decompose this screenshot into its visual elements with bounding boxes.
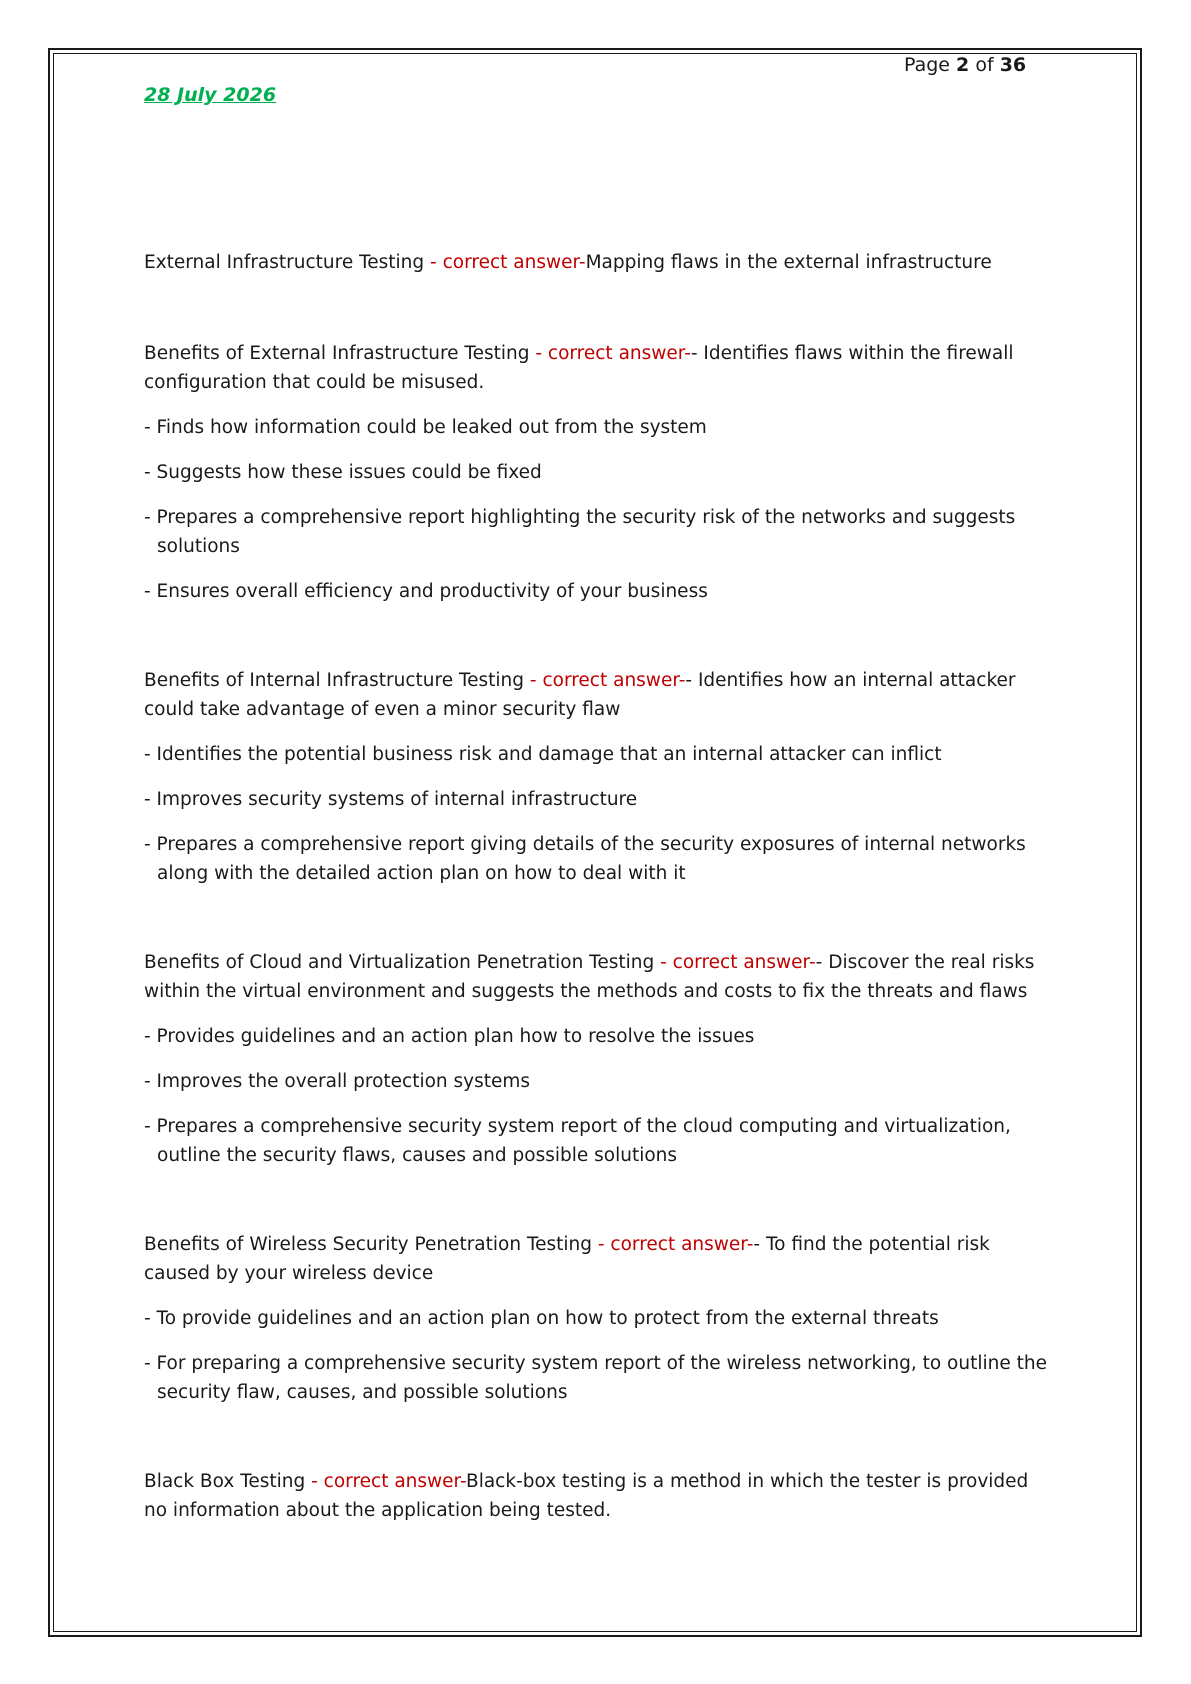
document-date: 28 July 2026 <box>144 84 277 106</box>
question-answer-line <box>144 248 1054 277</box>
question-answer-line <box>144 339 1054 397</box>
correct-answer-marker: - correct answer- <box>529 343 691 364</box>
answer-bullet: - For preparing a comprehensive security system report of the wireless networking, to outline the security flaw, causes, and possible solutions <box>144 1353 1047 1403</box>
page-total: 36 <box>999 54 1027 76</box>
answer: - Identifies how an internal attacker could take advantage of even a minor security flaw <box>144 670 1016 720</box>
answer: - To find the potential risk caused by your wireless device <box>144 1234 990 1284</box>
question-answer-line <box>144 1467 1054 1525</box>
answer: Mapping flaws in the external infrastructure <box>585 252 992 273</box>
correct-answer-marker: - correct answer- <box>424 252 586 273</box>
answer-bullet: - Prepares a comprehensive report highlighting the security risk of the networks and suggests solutions <box>144 507 1016 557</box>
term: Benefits of Internal Infrastructure Testing <box>144 670 525 691</box>
answer-bullet: - Improves security systems of internal infrastructure <box>144 789 638 810</box>
correct-answer-marker: - correct answer- <box>654 952 816 973</box>
answer-bullet: - Improves the overall protection systems <box>144 1071 531 1092</box>
answer-bullet: - Identifies the potential business risk and damage that an internal attacker can inflict <box>144 744 942 765</box>
answer-bullet: - To provide guidelines and an action plan on how to protect from the external threats <box>144 1308 939 1329</box>
question-answer-line <box>144 948 1054 1006</box>
page-number <box>904 54 1026 76</box>
answer: Black-box testing is a method in which the tester is provided no information about the application being tested. <box>144 1471 1029 1521</box>
flashcard-entry <box>144 666 1054 888</box>
page-current: 2 <box>956 54 970 76</box>
answer-bullet: - Provides guidelines and an action plan how to resolve the issues <box>144 1026 755 1047</box>
question-answer-line <box>144 1230 1054 1288</box>
answer: - Discover the real risks within the virtual environment and suggests the methods and costs to fix the threats and flaws <box>144 952 1035 1002</box>
page-of: of <box>975 54 994 76</box>
term: Black Box Testing <box>144 1471 306 1492</box>
answer-bullet: - Finds how information could be leaked out from the system <box>144 417 707 438</box>
answer-bullet: - Ensures overall efficiency and productivity of your business <box>144 581 708 602</box>
flashcard-list <box>144 248 1054 1585</box>
page-label: Page <box>904 54 950 76</box>
answer: - Identifies flaws within the firewall configuration that could be misused. <box>144 343 1014 393</box>
flashcard-entry <box>144 248 1054 277</box>
flashcard-entry <box>144 339 1054 606</box>
question-answer-line <box>144 666 1054 724</box>
answer-bullet: - Suggests how these issues could be fixed <box>144 462 542 483</box>
flashcard-entry <box>144 948 1054 1170</box>
answer-bullet: - Prepares a comprehensive report giving details of the security exposures of internal networks along with the detailed action plan on how to deal with it <box>144 834 1026 884</box>
flashcard-entry <box>144 1230 1054 1407</box>
term: Benefits of External Infrastructure Testing <box>144 343 530 364</box>
term: Benefits of Wireless Security Penetration Testing <box>144 1234 592 1255</box>
correct-answer-marker: - correct answer- <box>524 670 686 691</box>
term: External Infrastructure Testing <box>144 252 425 273</box>
correct-answer-marker: - correct answer- <box>305 1471 466 1492</box>
term: Benefits of Cloud and Virtualization Penetration Testing <box>144 952 655 973</box>
flashcard-entry <box>144 1467 1054 1525</box>
correct-answer-marker: - correct answer- <box>592 1234 754 1255</box>
answer-bullet: - Prepares a comprehensive security system report of the cloud computing and virtualization, outline the security flaws, causes and possible solutions <box>144 1116 1011 1166</box>
